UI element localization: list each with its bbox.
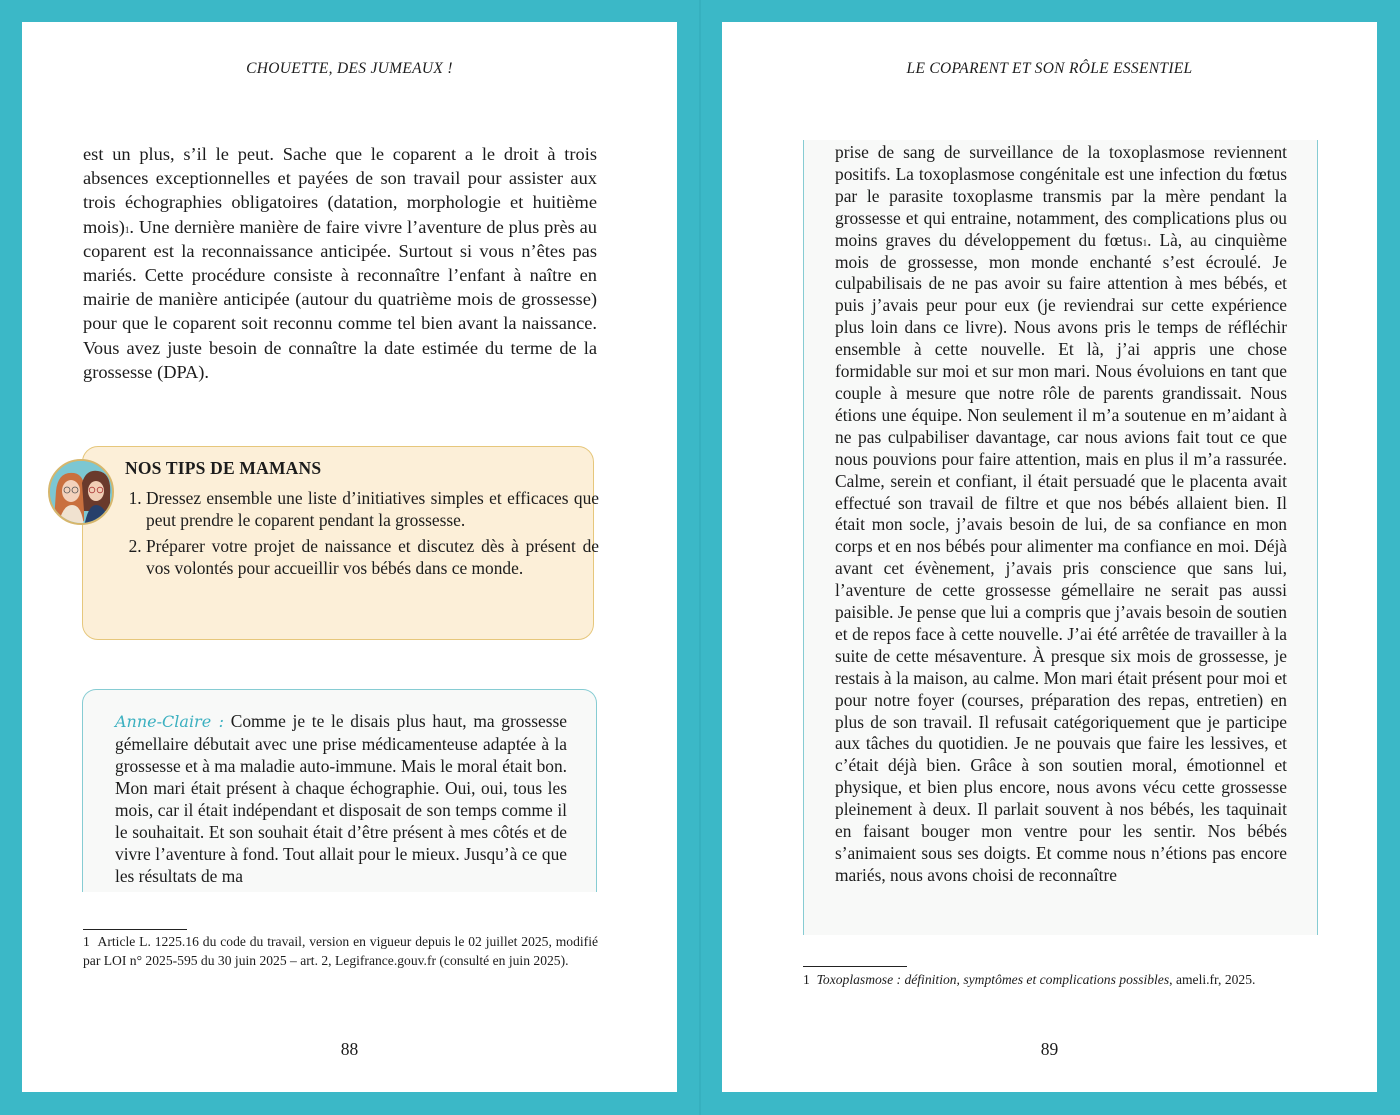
book-spine <box>699 0 701 1115</box>
footnote-ref[interactable]: 1 <box>124 224 130 235</box>
tips-box <box>82 446 599 640</box>
footnote-source: , ameli.fr, 2025. <box>1169 972 1256 987</box>
footnote-rule <box>83 929 187 930</box>
testimony-body: prise de sang de surveillance de la toxoplasmose reviennent positifs. La toxoplasmose congénitale est une infection du fœtus par le parasite toxoplasme transmis par la mère pendant la grossesse et qui entraine, notamment, des complications plus ou moins graves du développement du fœtus <box>835 142 1287 250</box>
tips-list <box>123 487 599 583</box>
page-number: 89 <box>1040 1039 1059 1059</box>
footnote-number: 1 <box>83 934 90 949</box>
testimony-text <box>835 142 1287 887</box>
body-text-part: est un plus, s’il le peut. Sache que le coparent a le droit à trois absences exceptionnelles et payées de son travail pour assister aux trois échographies obligatoires (datation, morphologie et huitième mois) <box>83 144 597 237</box>
testimony-box <box>82 689 597 892</box>
page-number: 88 <box>340 1039 359 1059</box>
footnote-title: Toxoplasmose : définition, symptômes et complications possibles <box>816 972 1170 987</box>
left-page <box>22 22 677 1092</box>
footnote-rule <box>803 966 907 967</box>
testimony-text <box>115 710 567 887</box>
body-paragraph <box>83 142 597 384</box>
testimony-box-continued <box>803 140 1318 935</box>
footnote-ref[interactable]: 1 <box>1142 237 1148 248</box>
testimony-body: Comme je te le disais plus haut, ma grossesse gémellaire débutait avec une prise médicamenteuse adaptée à la grossesse et à ma maladie auto-immune. Mais le moral était bon. Mon mari était présent à chaque échographie. Oui, oui, tous les mois, car il était indépendant et disposait de son temps comme il le souhaitait. Et son souhait était d’être présent à mes côtés et de vivre l’aventure à fond. Tout allait pour le mieux. Jusqu’à ce que les résultats de ma <box>115 711 567 886</box>
tips-item: 1. Dressez ensemble une liste d’initiatives simples et efficaces que peut prendre le coparent pendant la grossesse. <box>146 487 599 531</box>
testimony-body: . Là, au cinquième mois de grossesse, mon monde enchanté s’est écroulé. Je culpabilisais de ne pas avoir su faire attention à mes bébés, et puis j’avais peur pour eux (je reviendrai sur cette expérience plus loin dans ce livre). Nous avons pris le temps de réfléchir ensemble à cette nouvelle. Et là, j’ai appris une chose formidable sur moi et sur mon mari. Nous évoluions en tant que couple à mesure que notre rôle de parents grandissait. Nous étions une équipe. Non seulement il m’a soutenue en m’aidant à ne pas culpabiliser davantage, car nous avions fait tout ce que nous pouvions pour faire attention, mais en plus il m’a rassurée. Calme, serein et confiant, il était persuadé que le placenta avait effectué son travail de filtre et que nos bébés allaient bien. Il était mon socle, j’avais besoin de lui, de sa confiance en mon corps et en nos bébés pour alimenter ma confiance en moi. Déjà avant cet évènement, j’avais pris conscience que sans lui, l’aventure de cette grossesse gémellaire ne serait pas aussi paisible. Je pense que lui a compris que j’avais besoin de soutien et de repos face à cette nouvelle. J’ai été arrêtée de travailler à la suite de cette mésaventure. À presque six mois de grossesse, je restais à la maison, au calme. Mon mari était présent pour moi et pour notre foyer (courses, préparation des repas, entretien) en plus de son travail. Il refusait catégoriquement que je participe aux tâches du quotidien. Je ne pouvais que faire les lessives, et c’était déjà bien. Grâce à son soutien moral, émotionnel et physique, et bien plus encore, nous avons vécu cette grossesse pleinement à deux. Il parlait souvent à nos bébés, les taquinait en faisant bouger mon ventre pour les sentir. Nos bébés s’animaient sous ses doigts. Et comme nous n’étions pas encore mariés, nous avons choisi de reconnaître <box>835 229 1287 885</box>
footnote <box>803 971 1343 990</box>
tips-title: NOS TIPS DE MAMANS <box>125 458 322 478</box>
running-head: LE COPARENT ET SON RÔLE ESSENTIEL <box>906 60 1193 77</box>
testimony-speaker: Anne-Claire : <box>115 712 225 731</box>
two-moms-portrait-icon <box>48 459 114 525</box>
body-text-part: . Une dernière manière de faire vivre l’aventure de plus près au coparent est la reconnaissance anticipée. Surtout si vous n’êtes pas mariés. Cette procédure consiste à reconnaître l’enfant à naître en mairie de manière anticipée (autour du quatrième mois de grossesse) pour que le coparent soit reconnu comme tel bien avant la naissance. Vous avez juste besoin de connaître la date estimée du terme de la grossesse (DPA). <box>83 216 597 382</box>
footnote-text: Article L. 1225.16 du code du travail, version en vigueur depuis le 02 juillet 2025, modifié par LOI n° 2025-595 du 30 juin 2025 – art. 2, Legifrance.gouv.fr (consulté en juin 2025). <box>83 934 599 968</box>
footnote <box>83 933 598 970</box>
right-page <box>722 22 1377 1092</box>
footnote-number: 1 <box>803 972 810 987</box>
running-head: CHOUETTE, DES JUMEAUX ! <box>246 60 453 77</box>
tips-item: 2. Préparer votre projet de naissance et discutez dès à présent de vos volontés pour accueillir vos bébés dans ce monde. <box>146 535 599 579</box>
